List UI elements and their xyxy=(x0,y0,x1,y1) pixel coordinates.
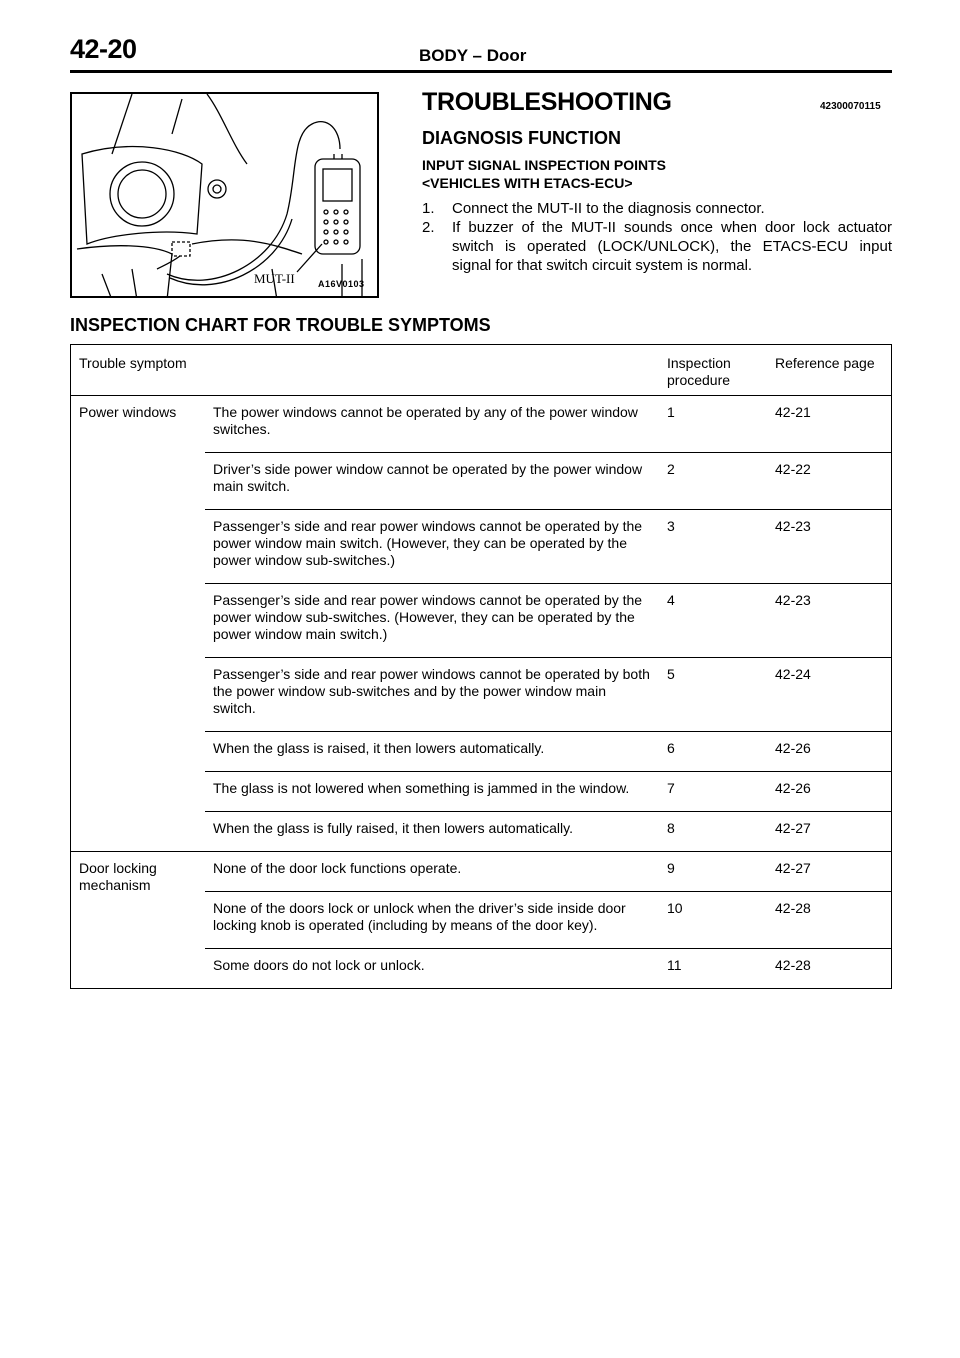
procedure-cell: 6 xyxy=(659,732,767,772)
procedure-step xyxy=(422,199,892,218)
figure-code: A16V0103 xyxy=(318,279,365,289)
procedure-cell: 10 xyxy=(659,892,767,949)
reference-cell: 42-27 xyxy=(767,812,892,852)
category-cell: Power windows xyxy=(71,396,206,852)
step-number: 1. xyxy=(422,200,435,217)
symptom-cell: The power windows cannot be operated by any of the power window switches. xyxy=(205,396,659,453)
table-header-row xyxy=(71,345,892,396)
column-header-symptom: Trouble symptom xyxy=(71,345,660,396)
procedure-cell: 8 xyxy=(659,812,767,852)
step-text: Connect the MUT-II to the diagnosis connector. xyxy=(452,200,765,217)
symptom-cell: The glass is not lowered when something is jammed in the window. xyxy=(205,772,659,812)
procedure-cell: 1 xyxy=(659,396,767,453)
reference-cell: 42-26 xyxy=(767,732,892,772)
page-number: 42-20 xyxy=(70,34,137,64)
inspection-chart-table xyxy=(70,344,892,989)
page-header-title: BODY – Door xyxy=(419,46,527,65)
minor-heading-line-1: INPUT SIGNAL INSPECTION POINTS xyxy=(422,157,666,173)
table-row xyxy=(71,396,892,453)
column-header-procedure: Inspection procedure xyxy=(659,345,767,396)
reference-cell: 42-27 xyxy=(767,852,892,892)
procedure-cell: 2 xyxy=(659,453,767,510)
reference-cell: 42-21 xyxy=(767,396,892,453)
procedure-cell: 11 xyxy=(667,957,682,973)
table-row xyxy=(71,852,892,892)
procedure-cell: 3 xyxy=(659,510,767,584)
procedure-cell: 5 xyxy=(659,658,767,732)
reference-cell: 42-23 xyxy=(767,584,892,658)
reference-cell: 42-28 xyxy=(775,957,811,973)
figure-label-mut-ii: MUT-II xyxy=(254,271,295,286)
step-number: 2. xyxy=(422,219,435,236)
symptom-cell: None of the door lock functions operate. xyxy=(205,852,659,892)
mut-ii-connection-figure xyxy=(70,92,379,298)
symptom-cell: Passenger’s side and rear power windows cannot be operated by the power window main switch. (However, they can be operated by the power window sub-switches.) xyxy=(205,510,659,584)
procedure-cell: 9 xyxy=(659,852,767,892)
minor-heading xyxy=(422,156,666,192)
symptom-cell: Passenger’s side and rear power windows cannot be operated by the power window sub-switches. (However, they can be operated by the power window main switch.) xyxy=(205,584,659,658)
section-heading: TROUBLESHOOTING xyxy=(422,88,672,116)
symptom-cell: Some doors do not lock or unlock. xyxy=(213,957,425,973)
reference-cell: 42-28 xyxy=(767,892,892,949)
column-header-reference: Reference page xyxy=(767,345,892,396)
reference-cell: 42-23 xyxy=(767,510,892,584)
chart-heading: INSPECTION CHART FOR TROUBLE SYMPTOMS xyxy=(70,315,491,335)
category-cell: Door locking mechanism xyxy=(79,860,157,893)
reference-cell: 42-26 xyxy=(767,772,892,812)
reference-cell: 42-22 xyxy=(767,453,892,510)
symptom-cell: Driver’s side power window cannot be operated by the power window main switch. xyxy=(205,453,659,510)
section-code: 42300070115 xyxy=(820,101,881,112)
procedure-cell: 7 xyxy=(659,772,767,812)
diagnosis-connection-illustration xyxy=(72,94,379,298)
header-divider xyxy=(70,70,892,73)
step-text: If buzzer of the MUT-II sounds once when door lock actuator switch is operated (LOCK/UNLOCK), the ETACS-ECU input signal for that switch circuit system is normal. xyxy=(452,219,892,274)
symptom-cell: None of the doors lock or unlock when the driver’s side inside door locking knob is operated (including by means of the door key). xyxy=(205,892,659,949)
reference-cell: 42-24 xyxy=(767,658,892,732)
symptom-cell: Passenger’s side and rear power windows cannot be operated by both the power window sub-switches and by the power window main switch. xyxy=(205,658,659,732)
symptom-cell: When the glass is raised, it then lowers automatically. xyxy=(205,732,659,772)
symptom-cell: When the glass is fully raised, it then lowers automatically. xyxy=(205,812,659,852)
procedure-step xyxy=(422,218,892,275)
procedure-cell: 4 xyxy=(659,584,767,658)
minor-heading-line-2: <VEHICLES WITH ETACS-ECU> xyxy=(422,175,633,191)
sub-heading: DIAGNOSIS FUNCTION xyxy=(422,128,622,148)
procedure-steps xyxy=(422,199,892,275)
